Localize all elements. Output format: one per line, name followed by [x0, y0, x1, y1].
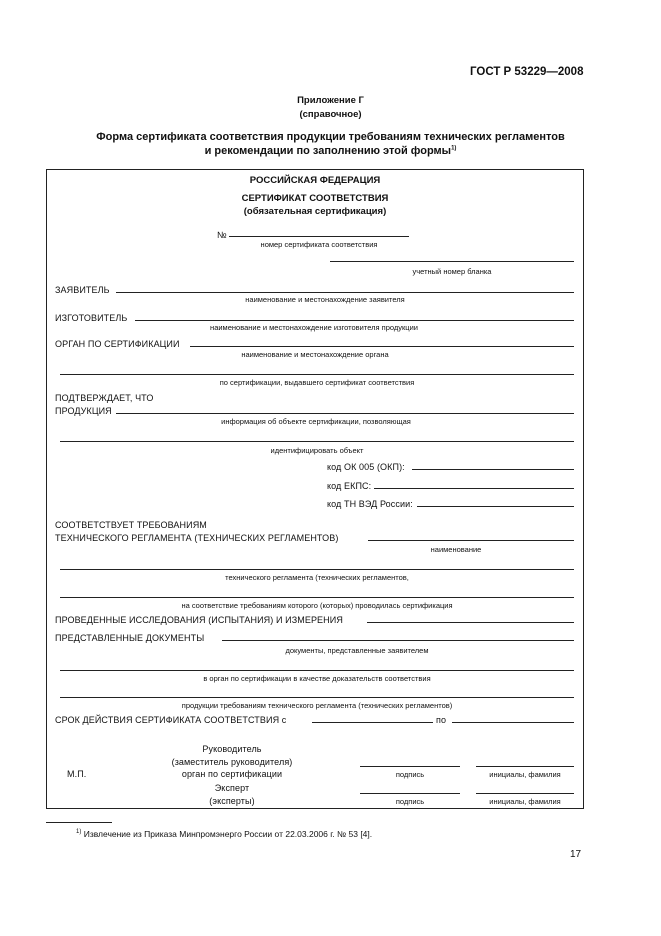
- manufacturer-caption: наименование и местонахождение изготовителя продукции: [210, 323, 418, 332]
- footnote-ref: 1): [451, 145, 457, 152]
- expert-initials-caption: инициалы, фамилия: [489, 797, 561, 806]
- cert-body-label: ОРГАН ПО СЕРТИФИКАЦИИ: [55, 339, 180, 349]
- expert-signature-caption: подпись: [395, 797, 425, 806]
- regulation-line3: [60, 597, 574, 598]
- documents-caption2: в орган по сертификации в качестве доказательств соответствия: [203, 674, 431, 683]
- ekps-code-line: [374, 488, 574, 489]
- stamp-label: М.П.: [67, 769, 87, 779]
- research-line: [367, 622, 574, 623]
- expert-signature-line: [360, 793, 460, 794]
- tnved-code-label: код ТН ВЭД России:: [327, 499, 413, 509]
- complies-label: СООТВЕТСТВУЕТ ТРЕБОВАНИЯМ: [55, 520, 207, 530]
- ekps-code-label: код ЕКПС:: [327, 481, 372, 491]
- expert-line2: (эксперты): [209, 796, 255, 806]
- head-line1: Руководитель: [202, 744, 262, 754]
- head-signature-line: [360, 766, 460, 767]
- number-caption: номер сертификата соответствия: [260, 240, 378, 249]
- regulation-caption1: наименование: [430, 545, 482, 554]
- documents-line: [222, 640, 574, 641]
- research-label: ПРОВЕДЕННЫЕ ИССЛЕДОВАНИЯ (ИСПЫТАНИЯ) И ИЗМЕРЕНИЯ: [55, 615, 343, 625]
- cert-body-line2: [60, 374, 574, 375]
- appendix-title: Приложение Г: [297, 95, 364, 106]
- certificate-form: [46, 169, 584, 809]
- regulation-caption2: технического регламента (технических регламентов,: [225, 573, 409, 582]
- document-code: ГОСТ Р 53229—2008: [470, 66, 584, 78]
- expert-line1: Эксперт: [214, 783, 250, 793]
- number-line: [229, 236, 409, 237]
- okp-code-label: код ОК 005 (ОКП):: [327, 462, 405, 472]
- certificate-title: СЕРТИФИКАТ СООТВЕТСТВИЯ: [241, 193, 389, 204]
- documents-caption3: продукции требованиям технического регламента (технических регламентов): [181, 701, 453, 710]
- documents-line3: [60, 697, 574, 698]
- product-line2: [60, 441, 574, 442]
- regulation-label: ТЕХНИЧЕСКОГО РЕГЛАМЕНТА (ТЕХНИЧЕСКИХ РЕГЛАМЕНТОВ): [55, 533, 339, 543]
- cert-body-line: [190, 346, 574, 347]
- certificate-subtitle: (обязательная сертификация): [243, 206, 387, 217]
- validity-to-label: по: [436, 715, 447, 725]
- applicant-caption: наименование и местонахождение заявителя: [245, 295, 405, 304]
- regulation-line: [368, 540, 574, 541]
- number-label: №: [217, 230, 227, 240]
- form-heading-line2: [0, 145, 661, 157]
- documents-caption1: документы, представленные заявителем: [285, 646, 429, 655]
- validity-to-line: [452, 722, 574, 723]
- form-heading-line1: Форма сертификата соответствия продукции требованиям технических регламентов: [96, 131, 565, 143]
- appendix-subtitle: (справочное): [299, 109, 362, 120]
- footnote-separator: [46, 822, 112, 823]
- applicant-label: ЗАЯВИТЕЛЬ: [55, 285, 110, 295]
- head-initials-line: [476, 766, 574, 767]
- product-line: [116, 413, 574, 414]
- country-title: РОССИЙСКАЯ ФЕДЕРАЦИЯ: [249, 175, 381, 186]
- head-signature-caption: подпись: [395, 770, 425, 779]
- blank-caption: учетный номер бланка: [412, 267, 492, 276]
- applicant-line: [116, 292, 574, 293]
- product-caption2: идентифицировать объект: [270, 446, 364, 455]
- page-number: 17: [570, 849, 582, 860]
- expert-initials-line: [476, 793, 574, 794]
- documents-line2: [60, 670, 574, 671]
- blank-number-line: [330, 261, 574, 262]
- cert-body-caption: наименование и местонахождение органа: [241, 350, 389, 359]
- documents-label: ПРЕДСТАВЛЕННЫЕ ДОКУМЕНТЫ: [55, 633, 205, 643]
- footnote: [76, 829, 372, 839]
- cert-body-caption2: по сертификации, выдавшего сертификат соответствия: [219, 378, 415, 387]
- product-label: ПРОДУКЦИЯ: [55, 406, 112, 416]
- okp-code-line: [412, 469, 574, 470]
- regulation-line2: [60, 569, 574, 570]
- head-line3: орган по сертификации: [181, 769, 283, 779]
- head-line2: (заместитель руководителя): [171, 757, 293, 767]
- form-heading-text: и рекомендации по заполнению этой формы: [204, 145, 452, 157]
- confirms-label: ПОДТВЕРЖДАЕТ, ЧТО: [55, 393, 154, 403]
- validity-label: СРОК ДЕЙСТВИЯ СЕРТИФИКАТА СООТВЕТСТВИЯ с: [55, 715, 287, 725]
- footnote-text: Извлечение из Приказа Минпромэнерго России от 22.03.2006 г. № 53 [4].: [83, 829, 373, 839]
- product-caption: информация об объекте сертификации, позволяющая: [221, 417, 411, 426]
- tnved-code-line: [417, 506, 574, 507]
- regulation-caption3: на соответствие требованиям которого (которых) проводилась сертификация: [181, 601, 453, 610]
- footnote-mark: 1): [76, 829, 82, 836]
- manufacturer-line: [135, 320, 574, 321]
- head-initials-caption: инициалы, фамилия: [489, 770, 561, 779]
- validity-from-line: [312, 722, 433, 723]
- manufacturer-label: ИЗГОТОВИТЕЛЬ: [55, 313, 128, 323]
